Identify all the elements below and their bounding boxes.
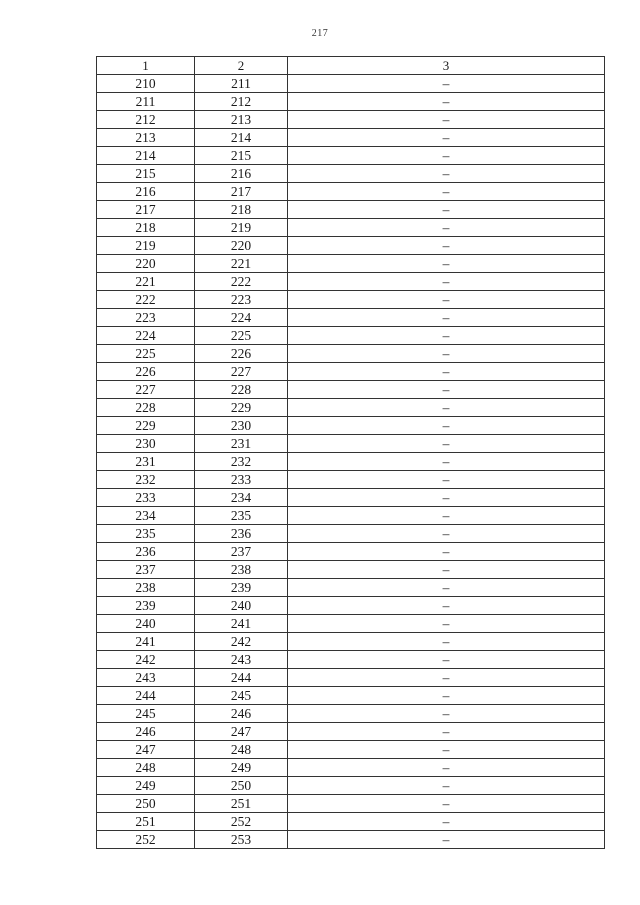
table-cell-col2: 241 [195, 615, 288, 633]
table-cell-col3: – [288, 111, 605, 129]
table-cell-col2: 236 [195, 525, 288, 543]
table-row [97, 345, 605, 363]
table-cell-col3: – [288, 165, 605, 183]
table-cell-col3: – [288, 471, 605, 489]
table-cell-col1: 238 [97, 579, 195, 597]
table-cell-col1: 217 [97, 201, 195, 219]
table-cell-col2: 252 [195, 813, 288, 831]
table-cell-col3: – [288, 525, 605, 543]
table-cell-col2: 238 [195, 561, 288, 579]
table-cell-col2: 226 [195, 345, 288, 363]
table-cell-col2: 223 [195, 291, 288, 309]
table-row [97, 435, 605, 453]
table-cell-col1: 235 [97, 525, 195, 543]
table-row [97, 579, 605, 597]
table-cell-col1: 245 [97, 705, 195, 723]
table-cell-col1: 244 [97, 687, 195, 705]
table-row [97, 489, 605, 507]
table-cell-col2: 253 [195, 831, 288, 849]
table-cell-col2: 217 [195, 183, 288, 201]
table-cell-col2: 248 [195, 741, 288, 759]
table-cell-col1: 232 [97, 471, 195, 489]
table-cell-col2: 211 [195, 75, 288, 93]
table-cell-col1: 229 [97, 417, 195, 435]
table-cell-col1: 225 [97, 345, 195, 363]
table-cell-col2: 215 [195, 147, 288, 165]
table-cell-col1: 250 [97, 795, 195, 813]
table-cell-col2: 213 [195, 111, 288, 129]
table-row [97, 525, 605, 543]
table-cell-col3: – [288, 363, 605, 381]
table-cell-col3: – [288, 615, 605, 633]
table-row [97, 741, 605, 759]
table-cell-col3: – [288, 831, 605, 849]
table-cell-col2: 227 [195, 363, 288, 381]
table-cell-col2: 246 [195, 705, 288, 723]
table-cell-col1: 239 [97, 597, 195, 615]
table-row [97, 471, 605, 489]
table-cell-col1: 219 [97, 237, 195, 255]
table-cell-col2: 251 [195, 795, 288, 813]
table-cell-col3: – [288, 777, 605, 795]
table-cell-col3: – [288, 507, 605, 525]
table-row [97, 219, 605, 237]
table-cell-col3: – [288, 129, 605, 147]
table-cell-col3: – [288, 219, 605, 237]
table-row [97, 183, 605, 201]
table-cell-col2: 216 [195, 165, 288, 183]
table-cell-col3: – [288, 309, 605, 327]
table-cell-col2: 232 [195, 453, 288, 471]
table-cell-col2: 222 [195, 273, 288, 291]
table-cell-col2: 235 [195, 507, 288, 525]
table-cell-col2: 225 [195, 327, 288, 345]
table-cell-col3: – [288, 741, 605, 759]
table-cell-col3: – [288, 399, 605, 417]
table-cell-col2: 220 [195, 237, 288, 255]
header-row [97, 57, 605, 75]
table-cell-col3: – [288, 381, 605, 399]
table-row [97, 147, 605, 165]
table-cell-col2: 234 [195, 489, 288, 507]
table-cell-col3: – [288, 813, 605, 831]
table-cell-col1: 228 [97, 399, 195, 417]
table-row [97, 327, 605, 345]
column-header-3: 3 [288, 57, 605, 75]
table-row [97, 111, 605, 129]
table-cell-col1: 210 [97, 75, 195, 93]
table-row [97, 291, 605, 309]
table-cell-col2: 230 [195, 417, 288, 435]
table-cell-col3: – [288, 417, 605, 435]
table-cell-col3: – [288, 759, 605, 777]
table-cell-col2: 243 [195, 651, 288, 669]
table-cell-col3: – [288, 453, 605, 471]
table-cell-col2: 245 [195, 687, 288, 705]
table-cell-col1: 241 [97, 633, 195, 651]
table-cell-col1: 240 [97, 615, 195, 633]
table-cell-col2: 240 [195, 597, 288, 615]
table-row [97, 651, 605, 669]
table-row [97, 381, 605, 399]
table-cell-col2: 231 [195, 435, 288, 453]
table-row [97, 417, 605, 435]
table-cell-col2: 242 [195, 633, 288, 651]
table-cell-col2: 237 [195, 543, 288, 561]
table-cell-col1: 251 [97, 813, 195, 831]
table-cell-col1: 246 [97, 723, 195, 741]
table-row [97, 237, 605, 255]
table-row [97, 363, 605, 381]
table-cell-col3: – [288, 669, 605, 687]
table-cell-col1: 227 [97, 381, 195, 399]
table-row [97, 561, 605, 579]
table-cell-col2: 233 [195, 471, 288, 489]
table-cell-col3: – [288, 255, 605, 273]
table-cell-col3: – [288, 345, 605, 363]
table-cell-col1: 211 [97, 93, 195, 111]
table-cell-col2: 229 [195, 399, 288, 417]
table-cell-col1: 224 [97, 327, 195, 345]
table-row [97, 93, 605, 111]
table-row [97, 777, 605, 795]
table-cell-col1: 236 [97, 543, 195, 561]
table-cell-col1: 230 [97, 435, 195, 453]
table-cell-col3: – [288, 543, 605, 561]
table-cell-col3: – [288, 597, 605, 615]
table-cell-col3: – [288, 201, 605, 219]
table-cell-col2: 250 [195, 777, 288, 795]
table-cell-col3: – [288, 687, 605, 705]
table-cell-col1: 247 [97, 741, 195, 759]
table-cell-col2: 224 [195, 309, 288, 327]
table-cell-col1: 216 [97, 183, 195, 201]
table-cell-col2: 247 [195, 723, 288, 741]
table-cell-col3: – [288, 327, 605, 345]
table-cell-col1: 212 [97, 111, 195, 129]
table-cell-col1: 242 [97, 651, 195, 669]
table-row [97, 687, 605, 705]
table-row [97, 795, 605, 813]
table-cell-col3: – [288, 291, 605, 309]
table-row [97, 705, 605, 723]
table-cell-col2: 212 [195, 93, 288, 111]
table-cell-col1: 233 [97, 489, 195, 507]
table-cell-col1: 231 [97, 453, 195, 471]
table-row [97, 75, 605, 93]
table-row [97, 813, 605, 831]
table-cell-col3: – [288, 561, 605, 579]
table-row [97, 615, 605, 633]
table-row [97, 165, 605, 183]
table-cell-col1: 243 [97, 669, 195, 687]
table-row [97, 273, 605, 291]
table-cell-col3: – [288, 723, 605, 741]
table-row [97, 255, 605, 273]
table-cell-col1: 226 [97, 363, 195, 381]
column-header-2: 2 [195, 57, 288, 75]
table-cell-col2: 221 [195, 255, 288, 273]
table-row [97, 129, 605, 147]
table-cell-col3: – [288, 651, 605, 669]
table-body [97, 75, 605, 849]
column-header-1: 1 [97, 57, 195, 75]
table-cell-col1: 249 [97, 777, 195, 795]
table-cell-col1: 223 [97, 309, 195, 327]
table-row [97, 633, 605, 651]
table-row [97, 723, 605, 741]
table-cell-col3: – [288, 633, 605, 651]
table-cell-col3: – [288, 273, 605, 291]
table-cell-col3: – [288, 147, 605, 165]
table-cell-col1: 252 [97, 831, 195, 849]
table-cell-col2: 219 [195, 219, 288, 237]
table-cell-col1: 248 [97, 759, 195, 777]
table-cell-col2: 218 [195, 201, 288, 219]
table-row [97, 759, 605, 777]
table-cell-col1: 215 [97, 165, 195, 183]
table-cell-col2: 249 [195, 759, 288, 777]
table-cell-col2: 244 [195, 669, 288, 687]
table-cell-col1: 213 [97, 129, 195, 147]
table-row [97, 507, 605, 525]
table-cell-col3: – [288, 75, 605, 93]
table-row [97, 831, 605, 849]
table-row [97, 543, 605, 561]
table-row [97, 201, 605, 219]
table-cell-col1: 214 [97, 147, 195, 165]
table-cell-col2: 228 [195, 381, 288, 399]
table-cell-col2: 214 [195, 129, 288, 147]
table-cell-col1: 218 [97, 219, 195, 237]
table-cell-col3: – [288, 237, 605, 255]
table-cell-col3: – [288, 489, 605, 507]
table-row [97, 453, 605, 471]
table-cell-col1: 222 [97, 291, 195, 309]
table-cell-col3: – [288, 183, 605, 201]
table-row [97, 597, 605, 615]
table-cell-col1: 234 [97, 507, 195, 525]
table-cell-col3: – [288, 435, 605, 453]
table-cell-col2: 239 [195, 579, 288, 597]
page-number: 217 [311, 28, 329, 39]
table-row [97, 309, 605, 327]
table-cell-col1: 221 [97, 273, 195, 291]
table-row [97, 669, 605, 687]
table-cell-col1: 237 [97, 561, 195, 579]
table-cell-col3: – [288, 795, 605, 813]
table-cell-col3: – [288, 93, 605, 111]
table-cell-col3: – [288, 705, 605, 723]
table-cell-col1: 220 [97, 255, 195, 273]
table-row [97, 399, 605, 417]
data-table [96, 56, 605, 849]
table-cell-col3: – [288, 579, 605, 597]
